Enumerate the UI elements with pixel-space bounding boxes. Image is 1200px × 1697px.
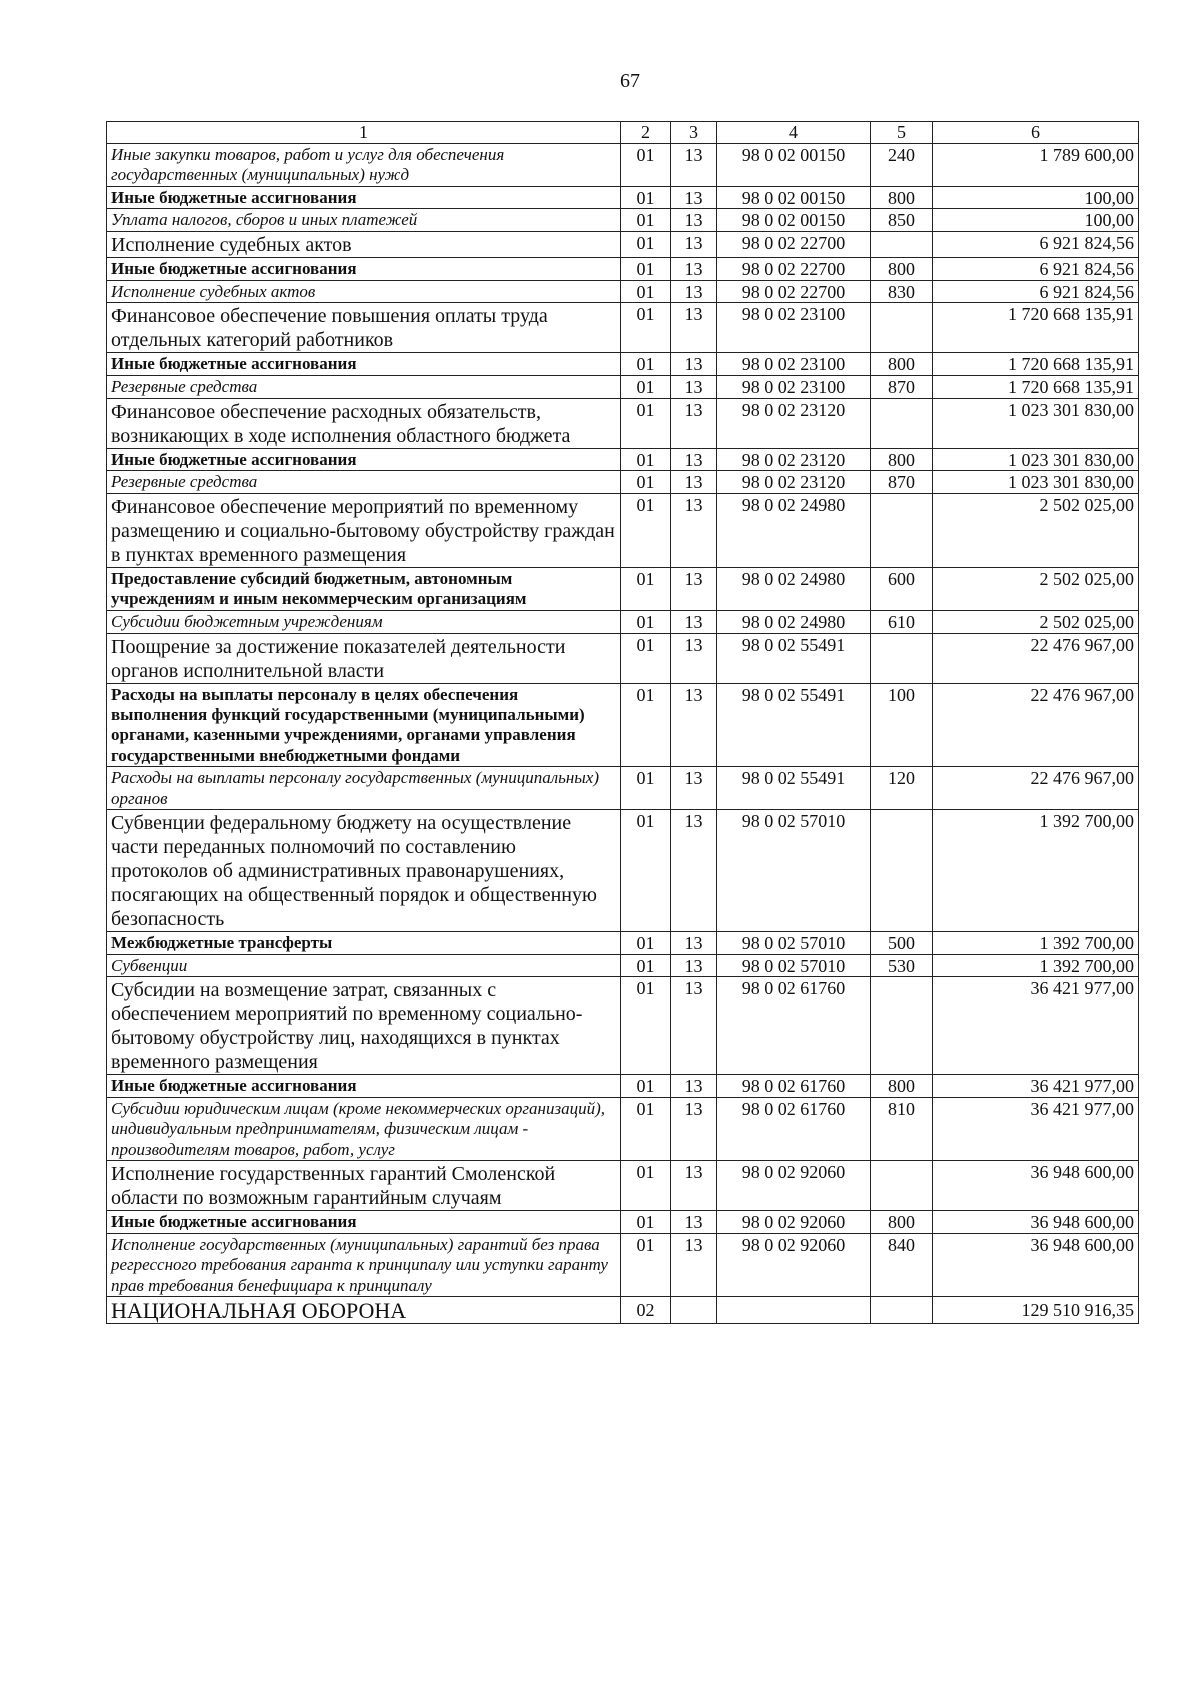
column-header: 3: [671, 122, 717, 144]
expense-type-cell: 800: [871, 353, 933, 376]
table-row: [107, 231, 1139, 257]
amount-cell: 22 476 967,00: [933, 633, 1139, 683]
target-article-cell: 98 0 02 24980: [717, 610, 871, 633]
amount-cell: 1 023 301 830,00: [933, 448, 1139, 471]
section-code-cell: 01: [621, 280, 671, 303]
section-code-cell: 01: [621, 398, 671, 448]
budget-table: [106, 121, 1139, 1324]
table-row: [107, 1211, 1139, 1234]
expense-type-cell: 870: [871, 471, 933, 494]
expense-name-cell: Финансовое обеспечение повышения оплаты труда отдельных категорий работников: [107, 303, 621, 353]
table-row: [107, 1296, 1139, 1323]
subsection-code-cell: 13: [671, 376, 717, 399]
amount-cell: 2 502 025,00: [933, 568, 1139, 611]
expense-type-cell: 600: [871, 568, 933, 611]
expense-type-cell: 530: [871, 954, 933, 977]
subsection-code-cell: 13: [671, 610, 717, 633]
amount-cell: 6 921 824,56: [933, 257, 1139, 280]
target-article-cell: 98 0 02 00150: [717, 209, 871, 232]
expense-type-cell: [871, 809, 933, 931]
section-code-cell: 01: [621, 610, 671, 633]
section-code-cell: 01: [621, 303, 671, 353]
subsection-code-cell: [671, 1296, 717, 1323]
subsection-code-cell: 13: [671, 809, 717, 931]
expense-name-cell: Исполнение государственных гарантий Смоленской области по возможным гарантийным случаям: [107, 1161, 621, 1211]
table-row: [107, 809, 1139, 931]
amount-cell: 36 948 600,00: [933, 1233, 1139, 1296]
table-row: [107, 143, 1139, 186]
amount-cell: 100,00: [933, 209, 1139, 232]
table-row: [107, 257, 1139, 280]
target-article-cell: [717, 1296, 871, 1323]
section-code-cell: 01: [621, 809, 671, 931]
amount-cell: 1 720 668 135,91: [933, 376, 1139, 399]
column-header: 1: [107, 122, 621, 144]
expense-name-cell: Расходы на выплаты персоналу в целях обеспечения выполнения функций государственными (муниципальными) органами, казенными учреждениями, органами управления государственными внебюджетными фондами: [107, 683, 621, 767]
expense-name-cell: Субсидии бюджетным учреждениям: [107, 610, 621, 633]
subsection-code-cell: 13: [671, 1075, 717, 1098]
table-row: [107, 1075, 1139, 1098]
section-code-cell: 01: [621, 257, 671, 280]
subsection-code-cell: 13: [671, 568, 717, 611]
table-row: [107, 448, 1139, 471]
section-code-cell: 01: [621, 448, 671, 471]
expense-name-cell: Иные бюджетные ассигнования: [107, 1211, 621, 1234]
target-article-cell: 98 0 02 57010: [717, 809, 871, 931]
expense-name-cell: Исполнение государственных (муниципальных) гарантий без права регрессного требования гаранта к принципалу или уступки гаранту прав требования бенефициара к принципалу: [107, 1233, 621, 1296]
amount-cell: 1 789 600,00: [933, 143, 1139, 186]
table-row: [107, 1161, 1139, 1211]
expense-name-cell: Иные бюджетные ассигнования: [107, 448, 621, 471]
expense-type-cell: 610: [871, 610, 933, 633]
expense-type-cell: 120: [871, 767, 933, 810]
expense-type-cell: 850: [871, 209, 933, 232]
expense-type-cell: [871, 1296, 933, 1323]
expense-name-cell: Иные бюджетные ассигнования: [107, 186, 621, 209]
table-row: [107, 303, 1139, 353]
amount-cell: 22 476 967,00: [933, 767, 1139, 810]
subsection-code-cell: 13: [671, 143, 717, 186]
table-row: [107, 568, 1139, 611]
table-header-row: [107, 122, 1139, 144]
subsection-code-cell: 13: [671, 1097, 717, 1160]
expense-type-cell: [871, 303, 933, 353]
expense-name-cell: НАЦИОНАЛЬНАЯ ОБОРОНА: [107, 1296, 621, 1323]
target-article-cell: 98 0 02 22700: [717, 257, 871, 280]
subsection-code-cell: 13: [671, 471, 717, 494]
expense-name-cell: Иные бюджетные ассигнования: [107, 1075, 621, 1098]
section-code-cell: 01: [621, 471, 671, 494]
target-article-cell: 98 0 02 22700: [717, 280, 871, 303]
table-row: [107, 494, 1139, 568]
expense-type-cell: 800: [871, 257, 933, 280]
expense-type-cell: [871, 231, 933, 257]
table-row: [107, 954, 1139, 977]
expense-name-cell: Резервные средства: [107, 471, 621, 494]
amount-cell: 1 392 700,00: [933, 931, 1139, 954]
expense-name-cell: Межбюджетные трансферты: [107, 931, 621, 954]
section-code-cell: 01: [621, 494, 671, 568]
page-number: 67: [620, 70, 640, 92]
target-article-cell: 98 0 02 57010: [717, 954, 871, 977]
expense-name-cell: Субвенции федеральному бюджету на осуществление части переданных полномочий по составлению протоколов об административных правонарушениях, посягающих на общественный порядок и общественную безопасность: [107, 809, 621, 931]
table-row: [107, 1097, 1139, 1160]
subsection-code-cell: 13: [671, 683, 717, 767]
table-row: [107, 633, 1139, 683]
subsection-code-cell: 13: [671, 1233, 717, 1296]
target-article-cell: 98 0 02 92060: [717, 1161, 871, 1211]
section-code-cell: 01: [621, 231, 671, 257]
table-row: [107, 977, 1139, 1075]
amount-cell: 6 921 824,56: [933, 231, 1139, 257]
expense-name-cell: Субсидии юридическим лицам (кроме некоммерческих организаций), индивидуальным предпринимателям, физическим лицам - производителям товаров, работ, услуг: [107, 1097, 621, 1160]
subsection-code-cell: 13: [671, 353, 717, 376]
expense-type-cell: [871, 977, 933, 1075]
subsection-code-cell: 13: [671, 494, 717, 568]
amount-cell: 1 720 668 135,91: [933, 353, 1139, 376]
section-code-cell: 02: [621, 1296, 671, 1323]
table-row: [107, 931, 1139, 954]
amount-cell: 100,00: [933, 186, 1139, 209]
target-article-cell: 98 0 02 23100: [717, 376, 871, 399]
expense-type-cell: 840: [871, 1233, 933, 1296]
amount-cell: 36 948 600,00: [933, 1211, 1139, 1234]
section-code-cell: 01: [621, 1161, 671, 1211]
table-row: [107, 471, 1139, 494]
amount-cell: 6 921 824,56: [933, 280, 1139, 303]
section-code-cell: 01: [621, 931, 671, 954]
target-article-cell: 98 0 02 23100: [717, 303, 871, 353]
amount-cell: 1 392 700,00: [933, 809, 1139, 931]
expense-name-cell: Исполнение судебных актов: [107, 280, 621, 303]
section-code-cell: 01: [621, 683, 671, 767]
expense-name-cell: Субвенции: [107, 954, 621, 977]
section-code-cell: 01: [621, 1233, 671, 1296]
table-row: [107, 376, 1139, 399]
target-article-cell: 98 0 02 22700: [717, 231, 871, 257]
target-article-cell: 98 0 02 24980: [717, 568, 871, 611]
expense-name-cell: Финансовое обеспечение мероприятий по временному размещению и социально-бытовому обустройству граждан в пунктах временного размещения: [107, 494, 621, 568]
expense-type-cell: 870: [871, 376, 933, 399]
subsection-code-cell: 13: [671, 231, 717, 257]
subsection-code-cell: 13: [671, 186, 717, 209]
section-code-cell: 01: [621, 633, 671, 683]
subsection-code-cell: 13: [671, 448, 717, 471]
section-code-cell: 01: [621, 1075, 671, 1098]
expense-name-cell: Расходы на выплаты персоналу государственных (муниципальных) органов: [107, 767, 621, 810]
table-row: [107, 186, 1139, 209]
expense-name-cell: Иные бюджетные ассигнования: [107, 257, 621, 280]
expense-type-cell: 500: [871, 931, 933, 954]
subsection-code-cell: 13: [671, 257, 717, 280]
section-code-cell: 01: [621, 977, 671, 1075]
section-code-cell: 01: [621, 767, 671, 810]
section-code-cell: 01: [621, 568, 671, 611]
expense-type-cell: [871, 494, 933, 568]
column-header: 4: [717, 122, 871, 144]
table-row: [107, 398, 1139, 448]
section-code-cell: 01: [621, 1097, 671, 1160]
column-header: 6: [933, 122, 1139, 144]
subsection-code-cell: 13: [671, 767, 717, 810]
subsection-code-cell: 13: [671, 1161, 717, 1211]
target-article-cell: 98 0 02 55491: [717, 767, 871, 810]
subsection-code-cell: 13: [671, 954, 717, 977]
amount-cell: 1 392 700,00: [933, 954, 1139, 977]
expense-name-cell: Иные закупки товаров, работ и услуг для обеспечения государственных (муниципальных) нужд: [107, 143, 621, 186]
target-article-cell: 98 0 02 92060: [717, 1211, 871, 1234]
expense-type-cell: 240: [871, 143, 933, 186]
subsection-code-cell: 13: [671, 1211, 717, 1234]
expense-name-cell: Предоставление субсидий бюджетным, автономным учреждениям и иным некоммерческим организациям: [107, 568, 621, 611]
table-row: [107, 280, 1139, 303]
target-article-cell: 98 0 02 61760: [717, 977, 871, 1075]
section-code-cell: 01: [621, 376, 671, 399]
target-article-cell: 98 0 02 92060: [717, 1233, 871, 1296]
amount-cell: 129 510 916,35: [933, 1296, 1139, 1323]
amount-cell: 1 023 301 830,00: [933, 471, 1139, 494]
target-article-cell: 98 0 02 23100: [717, 353, 871, 376]
subsection-code-cell: 13: [671, 977, 717, 1075]
expense-type-cell: [871, 633, 933, 683]
expense-type-cell: 800: [871, 1211, 933, 1234]
subsection-code-cell: 13: [671, 303, 717, 353]
expense-type-cell: 830: [871, 280, 933, 303]
expense-type-cell: 800: [871, 1075, 933, 1098]
target-article-cell: 98 0 02 55491: [717, 633, 871, 683]
expense-type-cell: 100: [871, 683, 933, 767]
expense-type-cell: [871, 1161, 933, 1211]
expense-name-cell: Резервные средства: [107, 376, 621, 399]
target-article-cell: 98 0 02 23120: [717, 471, 871, 494]
expense-type-cell: 810: [871, 1097, 933, 1160]
amount-cell: 1 720 668 135,91: [933, 303, 1139, 353]
expense-name-cell: Иные бюджетные ассигнования: [107, 353, 621, 376]
amount-cell: 36 948 600,00: [933, 1161, 1139, 1211]
section-code-cell: 01: [621, 209, 671, 232]
expense-name-cell: Исполнение судебных актов: [107, 231, 621, 257]
amount-cell: 1 023 301 830,00: [933, 398, 1139, 448]
expense-name-cell: Поощрение за достижение показателей деятельности органов исполнительной власти: [107, 633, 621, 683]
section-code-cell: 01: [621, 186, 671, 209]
target-article-cell: 98 0 02 23120: [717, 398, 871, 448]
table-row: [107, 209, 1139, 232]
subsection-code-cell: 13: [671, 280, 717, 303]
target-article-cell: 98 0 02 55491: [717, 683, 871, 767]
expense-name-cell: Уплата налогов, сборов и иных платежей: [107, 209, 621, 232]
table-row: [107, 353, 1139, 376]
table-row: [107, 1233, 1139, 1296]
expense-type-cell: [871, 398, 933, 448]
section-code-cell: 01: [621, 954, 671, 977]
amount-cell: 2 502 025,00: [933, 494, 1139, 568]
section-code-cell: 01: [621, 143, 671, 186]
subsection-code-cell: 13: [671, 398, 717, 448]
table-row: [107, 683, 1139, 767]
expense-name-cell: Субсидии на возмещение затрат, связанных с обеспечением мероприятий по временному социально-бытовому обустройству лиц, находящихся в пунктах временного размещения: [107, 977, 621, 1075]
amount-cell: 2 502 025,00: [933, 610, 1139, 633]
expense-type-cell: 800: [871, 448, 933, 471]
target-article-cell: 98 0 02 61760: [717, 1075, 871, 1098]
amount-cell: 36 421 977,00: [933, 1075, 1139, 1098]
section-code-cell: 01: [621, 1211, 671, 1234]
target-article-cell: 98 0 02 57010: [717, 931, 871, 954]
target-article-cell: 98 0 02 61760: [717, 1097, 871, 1160]
subsection-code-cell: 13: [671, 209, 717, 232]
amount-cell: 36 421 977,00: [933, 977, 1139, 1075]
section-code-cell: 01: [621, 353, 671, 376]
target-article-cell: 98 0 02 00150: [717, 143, 871, 186]
subsection-code-cell: 13: [671, 633, 717, 683]
table-row: [107, 610, 1139, 633]
target-article-cell: 98 0 02 00150: [717, 186, 871, 209]
column-header: 5: [871, 122, 933, 144]
target-article-cell: 98 0 02 24980: [717, 494, 871, 568]
expense-name-cell: Финансовое обеспечение расходных обязательств, возникающих в ходе исполнения областного бюджета: [107, 398, 621, 448]
table-row: [107, 767, 1139, 810]
column-header: 2: [621, 122, 671, 144]
amount-cell: 36 421 977,00: [933, 1097, 1139, 1160]
subsection-code-cell: 13: [671, 931, 717, 954]
target-article-cell: 98 0 02 23120: [717, 448, 871, 471]
amount-cell: 22 476 967,00: [933, 683, 1139, 767]
expense-type-cell: 800: [871, 186, 933, 209]
